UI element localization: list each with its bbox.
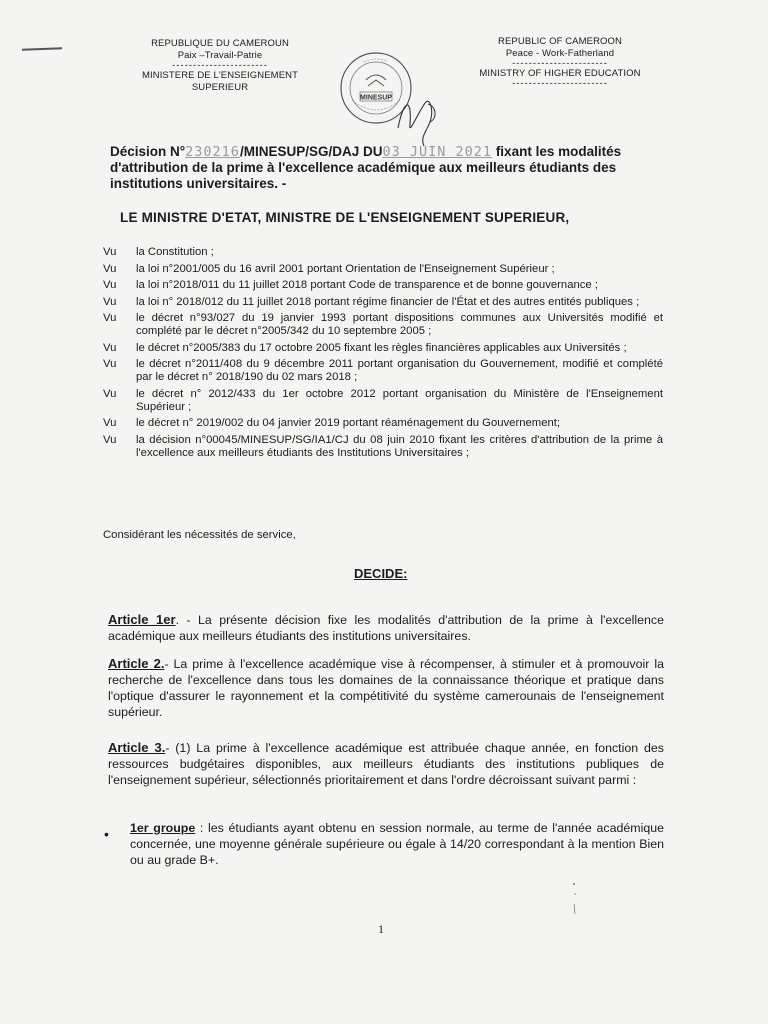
header-right-country: REPUBLIC OF CAMEROON — [498, 36, 622, 47]
decide-heading: DECIDE: — [354, 566, 408, 581]
group-1-item — [130, 820, 664, 868]
visa-text: la décision n°00045/MINESUP/SG/IA1/CJ du 08 juin 2010 fixant les critères d'attribution de la prime à l'excellence aux meilleurs étudiants des Institutions Universitaires ; — [136, 433, 663, 459]
visa-text: le décret n° 2019/002 du 04 janvier 2019 portant réaménagement du Gouvernement; — [136, 417, 561, 429]
margin-mark — [22, 47, 62, 50]
visa-item — [103, 296, 663, 309]
group-1-text: : les étudiants ayant obtenu en session normale, au terme de l'année académique concernée, une moyenne générale supérieure ou égale à 14/20 correspondant à la mention Bien ou au grade B+. — [130, 821, 664, 867]
visa-text: la Constitution ; — [136, 246, 214, 258]
decision-prefix: Décision N° — [110, 144, 186, 159]
decision-ref: /MINESUP/SG/DAJ — [239, 144, 360, 159]
visa-text: la loi n°2018/011 du 11 juillet 2018 portant Code de transparence et de bonne gouvernance ; — [136, 279, 598, 291]
visa-item — [103, 358, 663, 384]
group-1-title: 1er groupe — [130, 821, 196, 835]
bullet-icon: • — [104, 826, 109, 842]
header-left-dots: ----------------------- — [172, 60, 268, 71]
minister-heading: LE MINISTRE D'ETAT, MINISTRE DE L'ENSEIGNEMENT SUPERIEUR, — [120, 210, 570, 225]
visa-text: le décret n°2005/383 du 17 octobre 2005 fixant les règles financières applicables aux Universités ; — [136, 341, 627, 354]
signature-icon — [390, 88, 450, 148]
visa-item — [103, 417, 663, 430]
visa-item — [103, 263, 663, 276]
seal-text: MINESUP — [360, 94, 392, 102]
decision-title — [110, 144, 660, 192]
visa-text: le décret n°93/027 du 19 janvier 1993 portant dispositions communes aux Universités modifié et complété par le décret n°2005/342 du 10 septembre 2005 ; — [136, 312, 663, 337]
header-left-ministry: MINISTERE DE L'ENSEIGNEMENT — [141, 70, 298, 81]
header-right-dots: ----------------------- — [512, 58, 608, 69]
visa-text: le décret n°2011/408 du 9 décembre 2011 portant organisation du Gouvernement, modifié et complété par le décret n° 2018/190 du 02 mars 2018 ; — [136, 358, 663, 383]
article-3-title: Article 3. — [108, 740, 166, 755]
header-right-ministry: MINISTRY OF HIGHER EDUCATION — [479, 68, 641, 79]
scan-mark — [570, 880, 580, 920]
article-3-text: - (1) La prime à l'excellence académique est attribuée chaque année, en fonction des ressources budgétaires disponibles, aux meilleurs étudiants des institutions publiques de l'enseignement supérieur, sélectionnés prioritairement et dans l'ordre décroissant suivant parmi : — [108, 741, 664, 787]
article-2-title: Article 2. — [108, 656, 165, 671]
decision-du: DU — [363, 144, 383, 159]
visa-text: la loi n°2001/005 du 16 avril 2001 portant Orientation de l'Enseignement Supérieur ; — [136, 262, 555, 275]
visa-vu: Vu — [103, 417, 117, 429]
header-right-dots-2: ----------------------- — [512, 78, 608, 89]
considerant-line: Considérant les nécessités de service, — [103, 529, 296, 541]
visa-vu: Vu — [103, 262, 117, 275]
visa-vu: Vu — [103, 433, 117, 446]
article-3 — [108, 740, 664, 788]
article-1-title: Article 1er — [108, 612, 176, 627]
article-2 — [108, 656, 664, 720]
decision-object: fixant les modalités d'attribution de la prime à l'excellence académique aux meilleurs étudiants des institutions universitaires. - — [110, 144, 622, 191]
visa-vu: Vu — [103, 387, 117, 400]
visa-item — [103, 434, 663, 460]
visa-item — [103, 246, 663, 259]
visa-text: la loi n° 2018/012 du 11 juillet 2018 portant régime financier de l'État et des autres entités publiques ; — [136, 295, 640, 308]
visa-item — [103, 279, 663, 292]
decision-number: 230216 — [185, 144, 240, 160]
header-left-country: REPUBLIQUE DU CAMEROUN — [151, 38, 289, 49]
visa-item — [103, 342, 663, 355]
article-1 — [108, 612, 664, 644]
header-right — [450, 36, 670, 88]
article-1-text: . - La présente décision fixe les modalités d'attribution de la prime à l'excellence académique aux meilleurs étudiants des institutions universitaires. — [108, 613, 665, 643]
header-left-motto: Paix –Travail-Patrie — [177, 50, 263, 61]
header-left — [110, 38, 330, 94]
visa-vu: Vu — [103, 358, 117, 370]
visa-item — [103, 312, 663, 338]
visa-vu: Vu — [103, 295, 117, 308]
visa-item — [103, 388, 663, 414]
visas-list — [103, 246, 663, 463]
visa-vu: Vu — [103, 312, 117, 324]
visa-vu: Vu — [103, 341, 117, 354]
decision-date: 03 JUIN 2021 — [382, 144, 493, 160]
visa-text: le décret n° 2012/433 du 1er octobre 2012 portant organisation du Ministère de l'Enseignement Supérieur ; — [136, 387, 663, 413]
visa-vu: Vu — [103, 246, 117, 258]
article-2-text: - La prime à l'excellence académique vise à récompenser, à stimuler et à promouvoir la recherche de l'excellence dans tous les domaines de la connaissance théorique et pratique dans l'optique d'assurer le rayonnement et la compétitivité du système camerounais de l'enseignement supérieur. — [108, 657, 664, 719]
header-right-motto: Peace - Work-Fatherland — [505, 48, 615, 59]
header-left-ministry-2: SUPERIEUR — [191, 82, 249, 93]
visa-vu: Vu — [103, 279, 117, 291]
page-number: 1 — [378, 922, 384, 936]
